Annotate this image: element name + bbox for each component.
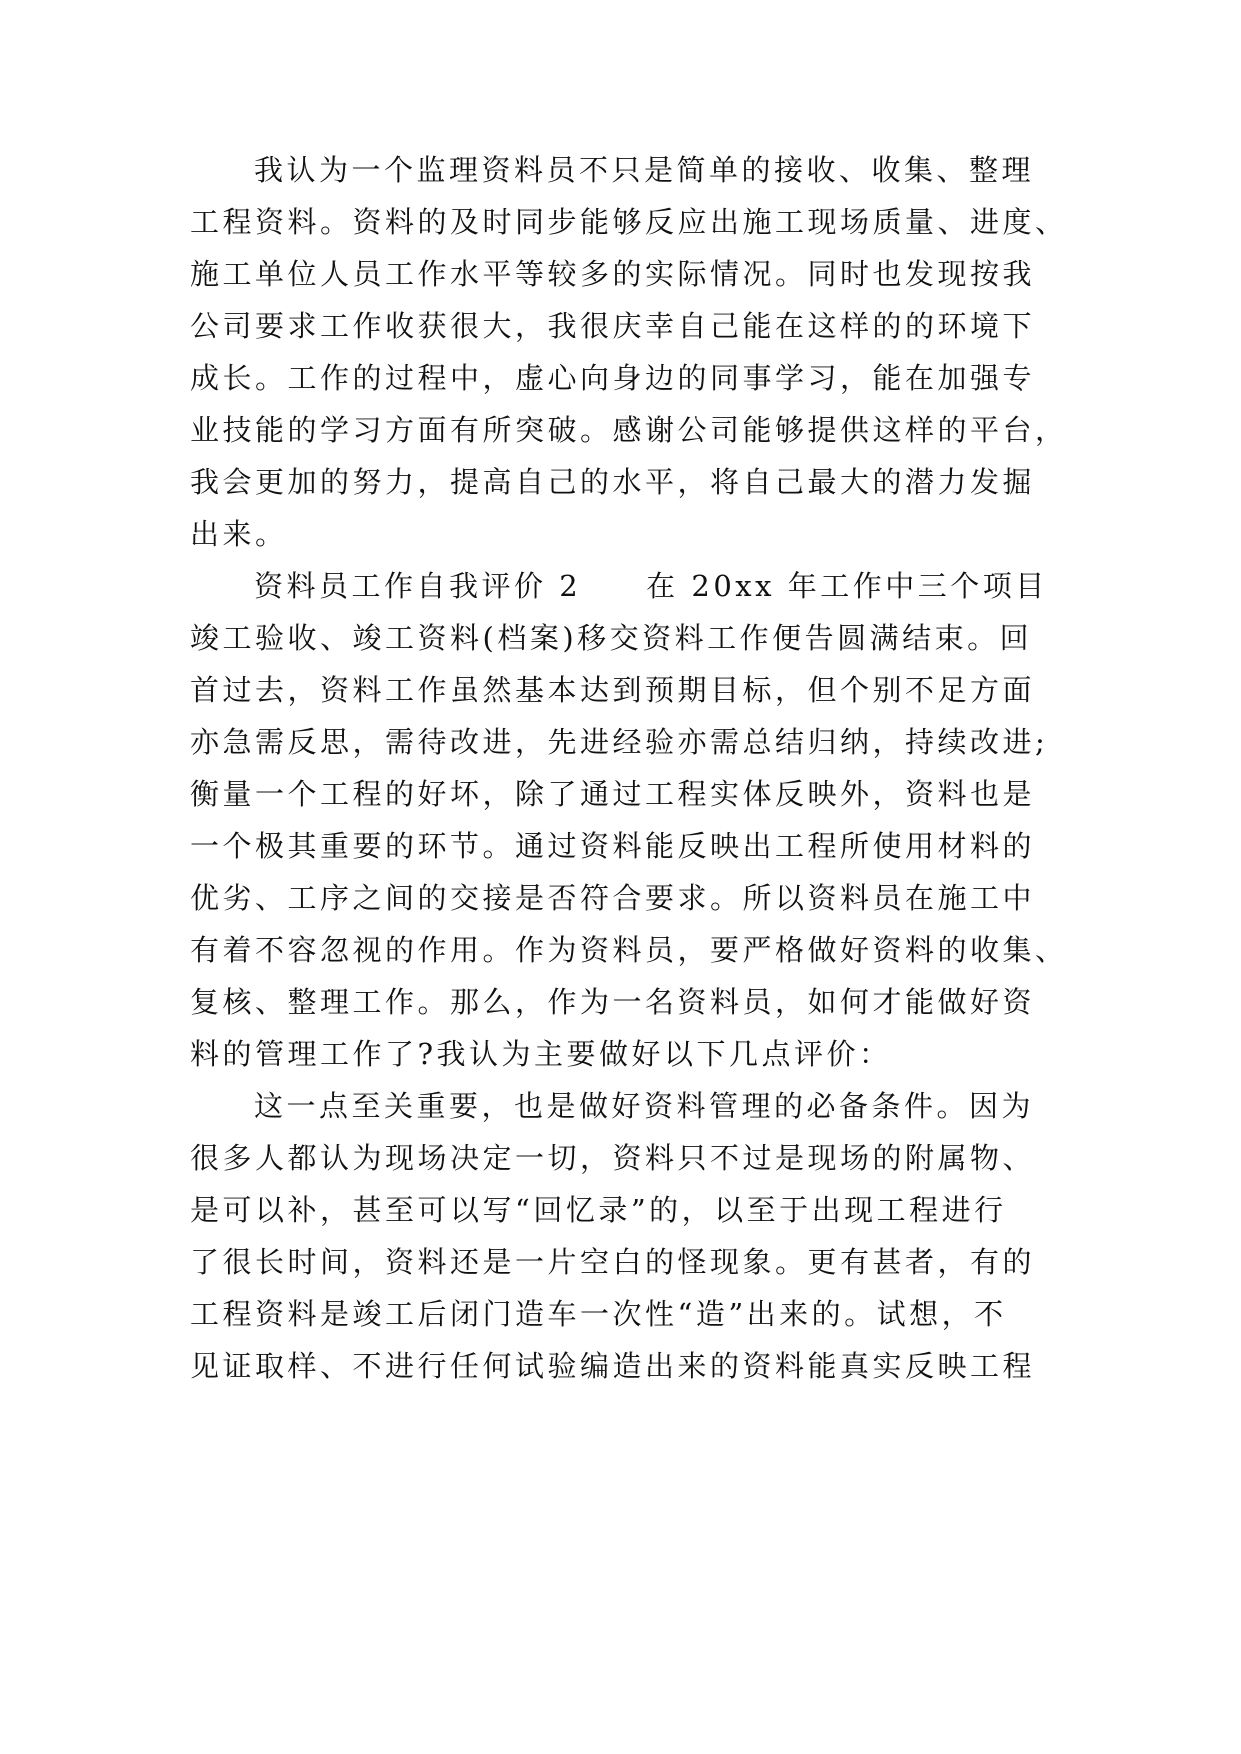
paragraph-2-line-3: 首过去，资料工作虽然基本达到预期目标，但个别不足方面 [190, 673, 1036, 707]
paragraph-2-line-10: 料的管理工作了?我认为主要做好以下几点评价： [190, 1037, 892, 1071]
paragraph-2-line-8: 有着不容忽视的作用。作为资料员，要严格做好资料的收集、 [190, 933, 1068, 967]
paragraph-2-line-9: 复核、整理工作。那么，作为一名资料员，如何才能做好资 [190, 985, 1036, 1019]
paragraph-3-line-6: 见证取样、不进行任何试验编造出来的资料能真实反映工程 [190, 1349, 1036, 1383]
paragraph-3-line-3: 是可以补，甚至可以写“回忆录”的，以至于出现工程进行 [190, 1193, 1007, 1227]
paragraph-1-line-6: 业技能的学习方面有所突破。感谢公司能够提供这样的平台， [190, 413, 1068, 447]
paragraph-2-line-6: 一个极其重要的环节。通过资料能反映出工程所使用材料的 [190, 829, 1036, 863]
paragraph-1-line-2: 工程资料。资料的及时同步能够反应出施工现场质量、进度、 [190, 205, 1068, 239]
paragraph-1-line-8: 出来。 [190, 517, 288, 551]
paragraph-1-line-5: 成长。工作的过程中，虚心向身边的同事学习，能在加强专 [190, 361, 1036, 395]
paragraph-1-line-4: 公司要求工作收获很大，我很庆幸自己能在这样的的环境下 [190, 309, 1036, 343]
paragraph-1-line-7: 我会更加的努力，提高自己的水平，将自己最大的潜力发掘 [190, 465, 1036, 499]
paragraph-1-line-1: 我认为一个监理资料员不只是简单的接收、收集、整理 [254, 153, 1035, 187]
paragraph-3-line-4: 了很长时间，资料还是一片空白的怪现象。更有甚者，有的 [190, 1245, 1036, 1279]
paragraph-3-line-2: 很多人都认为现场决定一切，资料只不过是现场的附属物、 [190, 1141, 1036, 1175]
paragraph-3-line-1: 这一点至关重要，也是做好资料管理的必备条件。因为 [254, 1089, 1035, 1123]
paragraph-2-line-5: 衡量一个工程的好坏，除了通过工程实体反映外，资料也是 [190, 777, 1036, 811]
paragraph-2-line-2: 竣工验收、竣工资料(档案)移交资料工作便告圆满结束。回 [190, 621, 1033, 655]
paragraph-2-line-7: 优劣、工序之间的交接是否符合要求。所以资料员在施工中 [190, 881, 1036, 915]
paragraph-3-line-5: 工程资料是竣工后闭门造车一次性“造”出来的。试想，不 [190, 1297, 1007, 1331]
paragraph-2-line-4: 亦急需反思，需待改进，先进经验亦需总结归纳，持续改进; [190, 725, 1049, 759]
paragraph-1-line-3: 施工单位人员工作水平等较多的实际情况。同时也发现按我 [190, 257, 1036, 291]
paragraph-2-line-1: 资料员工作自我评价 2 在 20xx 年工作中三个项目 [254, 569, 1048, 603]
